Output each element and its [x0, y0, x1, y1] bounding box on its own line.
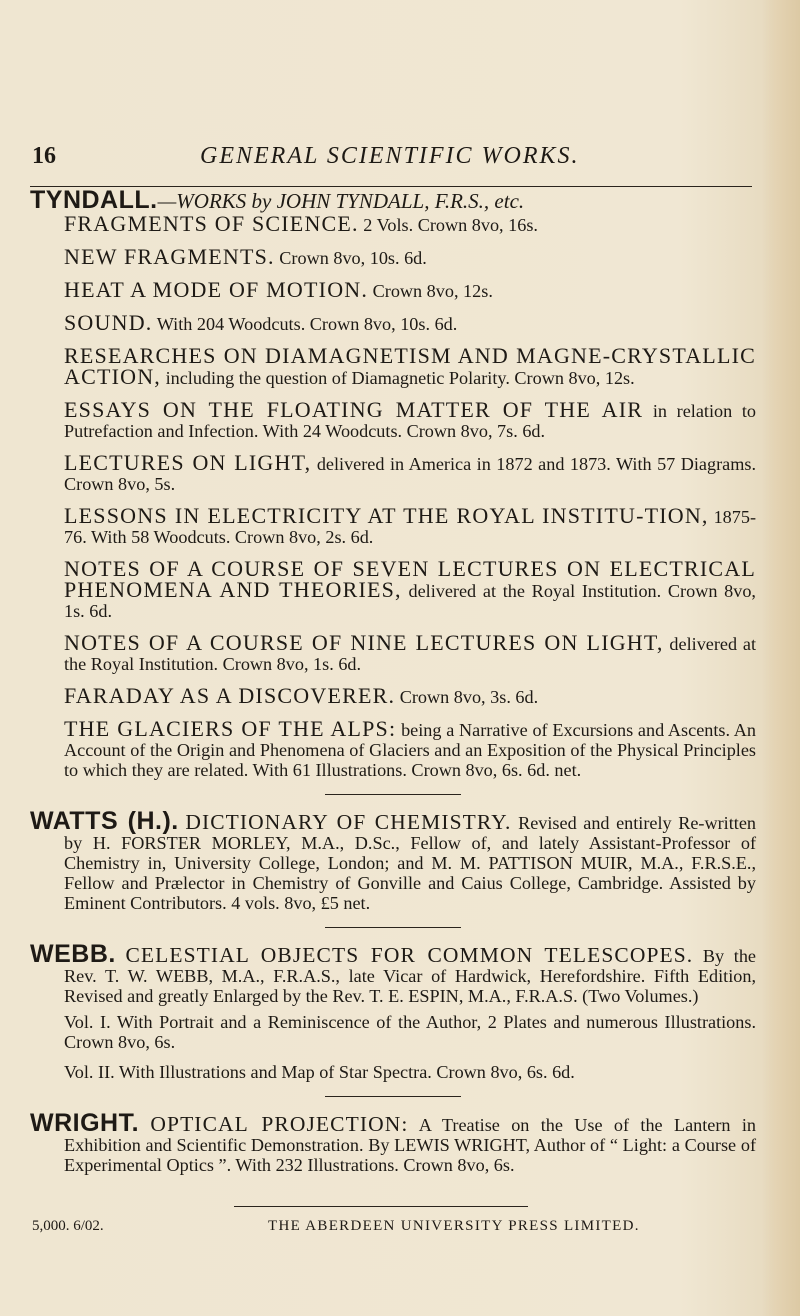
tyndall-heading — [30, 186, 756, 214]
author-name: WRIGHT. — [30, 1109, 140, 1137]
work-details: being a Narrative of Excursions and Ascents. An Account of the Origin and Phenomena of Glaciers and an Exposition of the Physical Principles to which they are related. With 61 Illustrations. Crown 8vo, 6s. 6d. net. — [64, 720, 757, 780]
entry-webb — [30, 940, 756, 1082]
author-name: WATTS (H.). — [30, 807, 179, 835]
entry-wright — [30, 1109, 756, 1175]
work-item — [30, 277, 756, 302]
watts-entry-text — [30, 807, 756, 913]
work-title: NOTES OF A COURSE OF SEVEN LECTURES ON ELECTRICAL PHENOMENA AND THEORIES, — [64, 556, 756, 602]
page-number: 16 — [32, 143, 56, 169]
work-title: NEW FRAGMENTS. — [64, 244, 275, 269]
work-item — [30, 211, 756, 236]
work-title: CELESTIAL OBJECTS FOR COMMON TELESCOPES. — [125, 943, 694, 967]
tyndall-works-list — [30, 211, 757, 780]
work-title: SOUND. — [64, 310, 153, 335]
work-details: Revised and entirely Re-written by H. FORSTER MORLEY, M.A., D.Sc., Fellow of, and lately Assistant-Professor of Chemistry in, University College, London; and M. M. PATTISON MUIR, M.A., F.R.S.E., Fellow and Prælector in Chemistry of Gonville and Caius College, Cambridge. Assisted by Eminent Contributors. 4 vols. 8vo, £5 net. — [64, 813, 756, 913]
entry-watts — [30, 807, 756, 913]
page-footer — [32, 1218, 752, 1242]
separator-rule — [325, 927, 461, 928]
work-title: FARADAY AS A DISCOVERER. — [64, 683, 396, 708]
work-details: By the Rev. T. W. WEBB, M.A., F.R.A.S., late Vicar of Hardwick, Herefordshire. Fifth Edition, Revised and greatly Enlarged by the Rev. T. E. ESPIN, M.A., F.R.A.S. (Two Volumes.) — [64, 946, 756, 1006]
author-name: TYNDALL. — [30, 186, 158, 214]
work-details: With 204 Woodcuts. Crown 8vo, 10s. 6d. — [156, 314, 458, 334]
work-details: Crown 8vo, 3s. 6d. — [399, 687, 539, 707]
work-title: ESSAYS ON THE FLOATING MATTER OF THE AIR — [64, 397, 644, 422]
work-title: DICTIONARY OF CHEMISTRY. — [185, 810, 512, 834]
work-item — [30, 397, 756, 441]
work-title: RESEARCHES ON DIAMAGNETISM AND MAGNE-CRYSTALLIC ACTION, — [64, 343, 756, 389]
printer-imprint: THE ABERDEEN UNIVERSITY PRESS LIMITED. — [268, 1218, 640, 1234]
work-title: OPTICAL PROJECTION: — [150, 1112, 409, 1136]
work-details: Crown 8vo, 12s. — [372, 281, 493, 301]
page-header — [32, 143, 752, 177]
author-name: WEBB. — [30, 940, 116, 968]
work-title: NOTES OF A COURSE OF NINE LECTURES ON LIGHT, — [64, 630, 664, 655]
work-title: THE GLACIERS OF THE ALPS: — [64, 716, 397, 741]
webb-entry-text — [30, 940, 756, 1006]
work-title: HEAT A MODE OF MOTION. — [64, 277, 369, 302]
separator-rule — [325, 794, 461, 795]
volume-line: Vol. I. With Portrait and a Reminiscence of the Author, 2 Plates and numerous Illustrations. Crown 8vo, 6s. — [64, 1012, 756, 1052]
running-title: GENERAL SCIENTIFIC WORKS. — [200, 143, 580, 169]
catalogue-content — [30, 188, 756, 1181]
separator-rule — [325, 1096, 461, 1097]
work-details: Crown 8vo, 10s. 6d. — [279, 248, 427, 268]
work-title: LESSONS IN ELECTRICITY AT THE ROYAL INSTITU-TION, — [64, 503, 709, 528]
work-details: A Treatise on the Use of the Lantern in Exhibition and Scientific Demonstration. By LEWIS WRIGHT, Author of “ Light: a Course of Experimental Optics ”. With 232 Illustrations. Crown 8vo, 6s. — [64, 1115, 756, 1175]
work-item — [30, 716, 757, 780]
entry-tyndall — [30, 186, 757, 780]
work-details: 1875-76. With 58 Woodcuts. Crown 8vo, 2s. 6d. — [64, 507, 756, 547]
work-details: 2 Vols. Crown 8vo, 16s. — [363, 215, 538, 235]
work-item — [30, 556, 756, 621]
work-details: delivered at the Royal Institution. Crown 8vo, 1s. 6d. — [64, 581, 756, 621]
work-title: LECTURES ON LIGHT, — [64, 450, 312, 475]
footer-rule — [234, 1206, 528, 1207]
author-byline: —WORKS by JOHN TYNDALL, F.R.S., etc. — [157, 189, 525, 213]
work-item — [30, 450, 757, 494]
work-item — [30, 630, 757, 674]
wright-entry-text — [30, 1109, 756, 1175]
page-edge-shadow — [762, 0, 800, 1316]
printing-note: 5,000. 6/02. — [32, 1218, 104, 1234]
work-details: in relation to Putrefaction and Infection. With 24 Woodcuts. Crown 8vo, 7s. 6d. — [64, 401, 756, 441]
work-details: delivered at the Royal Institution. Crown 8vo, 1s. 6d. — [64, 634, 757, 674]
work-title: FRAGMENTS OF SCIENCE. — [64, 211, 359, 236]
work-details: including the question of Diamagnetic Polarity. Crown 8vo, 12s. — [165, 368, 635, 388]
volume-line: Vol. II. With Illustrations and Map of Star Spectra. Crown 8vo, 6s. 6d. — [64, 1062, 575, 1082]
work-item — [30, 503, 756, 547]
work-item — [30, 343, 756, 389]
work-item — [30, 244, 756, 269]
work-item — [30, 310, 756, 335]
work-details: delivered in America in 1872 and 1873. With 57 Diagrams. Crown 8vo, 5s. — [64, 454, 757, 494]
work-item — [30, 683, 756, 708]
